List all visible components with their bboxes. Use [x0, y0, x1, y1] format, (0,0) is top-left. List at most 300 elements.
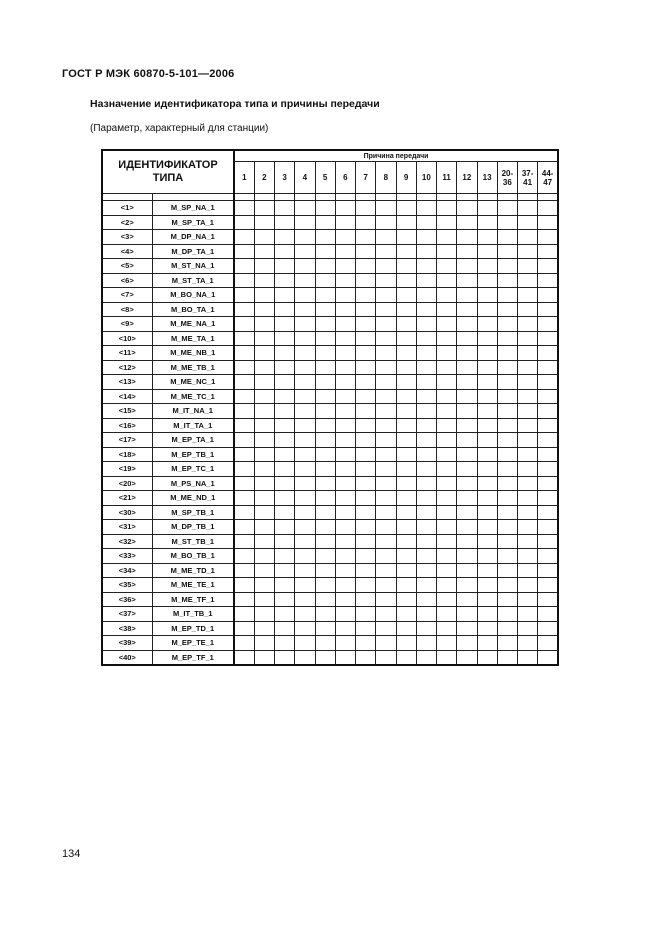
- cause-checkbox-cell[interactable]: [437, 592, 457, 607]
- cause-checkbox-cell[interactable]: [457, 563, 477, 578]
- cause-checkbox-cell[interactable]: [396, 288, 416, 303]
- cause-checkbox-cell[interactable]: [376, 346, 396, 361]
- cause-checkbox-cell[interactable]: [538, 346, 558, 361]
- cause-checkbox-cell[interactable]: [356, 230, 376, 245]
- cause-checkbox-cell[interactable]: [295, 346, 315, 361]
- cause-checkbox-cell[interactable]: [376, 491, 396, 506]
- cause-checkbox-cell[interactable]: [315, 230, 335, 245]
- cause-checkbox-cell[interactable]: [396, 317, 416, 332]
- cause-checkbox-cell[interactable]: [376, 360, 396, 375]
- cause-checkbox-cell[interactable]: [234, 563, 254, 578]
- cause-checkbox-cell[interactable]: [335, 404, 355, 419]
- cause-checkbox-cell[interactable]: [335, 520, 355, 535]
- cause-checkbox-cell[interactable]: [457, 317, 477, 332]
- cause-checkbox-cell[interactable]: [335, 534, 355, 549]
- cause-checkbox-cell[interactable]: [315, 375, 335, 390]
- cause-checkbox-cell[interactable]: [518, 244, 538, 259]
- cause-checkbox-cell[interactable]: [518, 346, 538, 361]
- cause-checkbox-cell[interactable]: [396, 447, 416, 462]
- cause-checkbox-cell[interactable]: [275, 288, 295, 303]
- cause-checkbox-cell[interactable]: [437, 549, 457, 564]
- cause-checkbox-cell[interactable]: [457, 621, 477, 636]
- cause-checkbox-cell[interactable]: [254, 462, 274, 477]
- cause-checkbox-cell[interactable]: [538, 230, 558, 245]
- cause-checkbox-cell[interactable]: [477, 259, 497, 274]
- cause-checkbox-cell[interactable]: [315, 331, 335, 346]
- cause-checkbox-cell[interactable]: [275, 273, 295, 288]
- cause-checkbox-cell[interactable]: [396, 331, 416, 346]
- cause-checkbox-cell[interactable]: [477, 288, 497, 303]
- cause-checkbox-cell[interactable]: [437, 607, 457, 622]
- cause-checkbox-cell[interactable]: [518, 418, 538, 433]
- cause-checkbox-cell[interactable]: [497, 505, 517, 520]
- cause-checkbox-cell[interactable]: [518, 259, 538, 274]
- cause-checkbox-cell[interactable]: [356, 331, 376, 346]
- cause-checkbox-cell[interactable]: [315, 534, 335, 549]
- cause-checkbox-cell[interactable]: [437, 360, 457, 375]
- cause-checkbox-cell[interactable]: [518, 636, 538, 651]
- cause-checkbox-cell[interactable]: [416, 520, 436, 535]
- cause-checkbox-cell[interactable]: [457, 201, 477, 216]
- cause-checkbox-cell[interactable]: [315, 215, 335, 230]
- cause-checkbox-cell[interactable]: [295, 563, 315, 578]
- cause-checkbox-cell[interactable]: [234, 302, 254, 317]
- cause-checkbox-cell[interactable]: [315, 520, 335, 535]
- cause-checkbox-cell[interactable]: [376, 563, 396, 578]
- cause-checkbox-cell[interactable]: [416, 375, 436, 390]
- cause-checkbox-cell[interactable]: [315, 578, 335, 593]
- cause-checkbox-cell[interactable]: [275, 375, 295, 390]
- cause-checkbox-cell[interactable]: [538, 636, 558, 651]
- cause-checkbox-cell[interactable]: [275, 317, 295, 332]
- cause-checkbox-cell[interactable]: [295, 215, 315, 230]
- cause-checkbox-cell[interactable]: [437, 636, 457, 651]
- cause-checkbox-cell[interactable]: [335, 491, 355, 506]
- cause-checkbox-cell[interactable]: [497, 447, 517, 462]
- cause-checkbox-cell[interactable]: [457, 244, 477, 259]
- cause-checkbox-cell[interactable]: [457, 476, 477, 491]
- cause-checkbox-cell[interactable]: [477, 273, 497, 288]
- cause-checkbox-cell[interactable]: [497, 578, 517, 593]
- cause-checkbox-cell[interactable]: [416, 578, 436, 593]
- cause-checkbox-cell[interactable]: [538, 201, 558, 216]
- cause-checkbox-cell[interactable]: [416, 215, 436, 230]
- cause-checkbox-cell[interactable]: [477, 404, 497, 419]
- cause-checkbox-cell[interactable]: [416, 476, 436, 491]
- cause-checkbox-cell[interactable]: [234, 317, 254, 332]
- cause-checkbox-cell[interactable]: [497, 476, 517, 491]
- cause-checkbox-cell[interactable]: [396, 549, 416, 564]
- cause-checkbox-cell[interactable]: [518, 491, 538, 506]
- cause-checkbox-cell[interactable]: [335, 505, 355, 520]
- cause-checkbox-cell[interactable]: [538, 418, 558, 433]
- cause-checkbox-cell[interactable]: [335, 462, 355, 477]
- cause-checkbox-cell[interactable]: [254, 563, 274, 578]
- cause-checkbox-cell[interactable]: [315, 317, 335, 332]
- cause-checkbox-cell[interactable]: [497, 302, 517, 317]
- cause-checkbox-cell[interactable]: [356, 302, 376, 317]
- cause-checkbox-cell[interactable]: [396, 491, 416, 506]
- cause-checkbox-cell[interactable]: [234, 520, 254, 535]
- cause-checkbox-cell[interactable]: [538, 476, 558, 491]
- cause-checkbox-cell[interactable]: [254, 578, 274, 593]
- cause-checkbox-cell[interactable]: [275, 505, 295, 520]
- cause-checkbox-cell[interactable]: [396, 346, 416, 361]
- cause-checkbox-cell[interactable]: [538, 360, 558, 375]
- cause-checkbox-cell[interactable]: [275, 491, 295, 506]
- cause-checkbox-cell[interactable]: [275, 259, 295, 274]
- cause-checkbox-cell[interactable]: [335, 563, 355, 578]
- cause-checkbox-cell[interactable]: [234, 346, 254, 361]
- cause-checkbox-cell[interactable]: [356, 360, 376, 375]
- cause-checkbox-cell[interactable]: [518, 607, 538, 622]
- cause-checkbox-cell[interactable]: [275, 389, 295, 404]
- cause-checkbox-cell[interactable]: [416, 607, 436, 622]
- cause-checkbox-cell[interactable]: [376, 549, 396, 564]
- cause-checkbox-cell[interactable]: [335, 259, 355, 274]
- cause-checkbox-cell[interactable]: [497, 534, 517, 549]
- cause-checkbox-cell[interactable]: [356, 592, 376, 607]
- cause-checkbox-cell[interactable]: [477, 592, 497, 607]
- cause-checkbox-cell[interactable]: [356, 404, 376, 419]
- cause-checkbox-cell[interactable]: [477, 621, 497, 636]
- cause-checkbox-cell[interactable]: [416, 389, 436, 404]
- cause-checkbox-cell[interactable]: [437, 288, 457, 303]
- cause-checkbox-cell[interactable]: [437, 534, 457, 549]
- cause-checkbox-cell[interactable]: [356, 491, 376, 506]
- cause-checkbox-cell[interactable]: [477, 447, 497, 462]
- cause-checkbox-cell[interactable]: [356, 389, 376, 404]
- cause-checkbox-cell[interactable]: [477, 244, 497, 259]
- cause-checkbox-cell[interactable]: [295, 650, 315, 665]
- cause-checkbox-cell[interactable]: [437, 505, 457, 520]
- cause-checkbox-cell[interactable]: [254, 215, 274, 230]
- cause-checkbox-cell[interactable]: [497, 331, 517, 346]
- cause-checkbox-cell[interactable]: [376, 389, 396, 404]
- cause-checkbox-cell[interactable]: [416, 302, 436, 317]
- cause-checkbox-cell[interactable]: [275, 447, 295, 462]
- cause-checkbox-cell[interactable]: [518, 215, 538, 230]
- cause-checkbox-cell[interactable]: [477, 302, 497, 317]
- cause-checkbox-cell[interactable]: [335, 288, 355, 303]
- cause-checkbox-cell[interactable]: [416, 491, 436, 506]
- cause-checkbox-cell[interactable]: [376, 520, 396, 535]
- cause-checkbox-cell[interactable]: [275, 520, 295, 535]
- cause-checkbox-cell[interactable]: [315, 288, 335, 303]
- cause-checkbox-cell[interactable]: [315, 302, 335, 317]
- cause-checkbox-cell[interactable]: [518, 201, 538, 216]
- cause-checkbox-cell[interactable]: [396, 476, 416, 491]
- cause-checkbox-cell[interactable]: [295, 592, 315, 607]
- cause-checkbox-cell[interactable]: [518, 650, 538, 665]
- cause-checkbox-cell[interactable]: [497, 259, 517, 274]
- cause-checkbox-cell[interactable]: [254, 375, 274, 390]
- cause-checkbox-cell[interactable]: [356, 375, 376, 390]
- cause-checkbox-cell[interactable]: [254, 433, 274, 448]
- cause-checkbox-cell[interactable]: [437, 476, 457, 491]
- cause-checkbox-cell[interactable]: [275, 302, 295, 317]
- cause-checkbox-cell[interactable]: [356, 520, 376, 535]
- cause-checkbox-cell[interactable]: [275, 650, 295, 665]
- cause-checkbox-cell[interactable]: [477, 549, 497, 564]
- cause-checkbox-cell[interactable]: [275, 230, 295, 245]
- cause-checkbox-cell[interactable]: [254, 201, 274, 216]
- cause-checkbox-cell[interactable]: [416, 273, 436, 288]
- cause-checkbox-cell[interactable]: [356, 476, 376, 491]
- cause-checkbox-cell[interactable]: [477, 607, 497, 622]
- cause-checkbox-cell[interactable]: [518, 520, 538, 535]
- cause-checkbox-cell[interactable]: [437, 346, 457, 361]
- cause-checkbox-cell[interactable]: [416, 331, 436, 346]
- cause-checkbox-cell[interactable]: [376, 636, 396, 651]
- cause-checkbox-cell[interactable]: [295, 201, 315, 216]
- cause-checkbox-cell[interactable]: [315, 476, 335, 491]
- cause-checkbox-cell[interactable]: [376, 534, 396, 549]
- cause-checkbox-cell[interactable]: [234, 462, 254, 477]
- cause-checkbox-cell[interactable]: [396, 433, 416, 448]
- cause-checkbox-cell[interactable]: [396, 607, 416, 622]
- cause-checkbox-cell[interactable]: [538, 244, 558, 259]
- cause-checkbox-cell[interactable]: [477, 317, 497, 332]
- cause-checkbox-cell[interactable]: [416, 433, 436, 448]
- cause-checkbox-cell[interactable]: [275, 621, 295, 636]
- cause-checkbox-cell[interactable]: [396, 621, 416, 636]
- cause-checkbox-cell[interactable]: [254, 534, 274, 549]
- cause-checkbox-cell[interactable]: [538, 375, 558, 390]
- cause-checkbox-cell[interactable]: [416, 360, 436, 375]
- cause-checkbox-cell[interactable]: [356, 549, 376, 564]
- cause-checkbox-cell[interactable]: [538, 491, 558, 506]
- cause-checkbox-cell[interactable]: [396, 418, 416, 433]
- cause-checkbox-cell[interactable]: [376, 317, 396, 332]
- cause-checkbox-cell[interactable]: [376, 592, 396, 607]
- cause-checkbox-cell[interactable]: [457, 273, 477, 288]
- cause-checkbox-cell[interactable]: [335, 592, 355, 607]
- cause-checkbox-cell[interactable]: [376, 433, 396, 448]
- cause-checkbox-cell[interactable]: [335, 273, 355, 288]
- cause-checkbox-cell[interactable]: [376, 476, 396, 491]
- cause-checkbox-cell[interactable]: [477, 476, 497, 491]
- cause-checkbox-cell[interactable]: [356, 317, 376, 332]
- cause-checkbox-cell[interactable]: [254, 505, 274, 520]
- cause-checkbox-cell[interactable]: [315, 491, 335, 506]
- cause-checkbox-cell[interactable]: [437, 563, 457, 578]
- cause-checkbox-cell[interactable]: [356, 650, 376, 665]
- cause-checkbox-cell[interactable]: [477, 520, 497, 535]
- cause-checkbox-cell[interactable]: [335, 621, 355, 636]
- cause-checkbox-cell[interactable]: [538, 389, 558, 404]
- cause-checkbox-cell[interactable]: [396, 201, 416, 216]
- cause-checkbox-cell[interactable]: [416, 404, 436, 419]
- cause-checkbox-cell[interactable]: [254, 650, 274, 665]
- cause-checkbox-cell[interactable]: [396, 462, 416, 477]
- cause-checkbox-cell[interactable]: [416, 592, 436, 607]
- cause-checkbox-cell[interactable]: [457, 288, 477, 303]
- cause-checkbox-cell[interactable]: [335, 215, 355, 230]
- cause-checkbox-cell[interactable]: [234, 621, 254, 636]
- cause-checkbox-cell[interactable]: [275, 433, 295, 448]
- cause-checkbox-cell[interactable]: [234, 404, 254, 419]
- cause-checkbox-cell[interactable]: [437, 418, 457, 433]
- cause-checkbox-cell[interactable]: [457, 360, 477, 375]
- cause-checkbox-cell[interactable]: [538, 592, 558, 607]
- cause-checkbox-cell[interactable]: [538, 578, 558, 593]
- cause-checkbox-cell[interactable]: [538, 621, 558, 636]
- cause-checkbox-cell[interactable]: [376, 418, 396, 433]
- cause-checkbox-cell[interactable]: [356, 447, 376, 462]
- cause-checkbox-cell[interactable]: [497, 650, 517, 665]
- cause-checkbox-cell[interactable]: [457, 447, 477, 462]
- cause-checkbox-cell[interactable]: [457, 230, 477, 245]
- cause-checkbox-cell[interactable]: [396, 505, 416, 520]
- cause-checkbox-cell[interactable]: [437, 244, 457, 259]
- cause-checkbox-cell[interactable]: [497, 230, 517, 245]
- cause-checkbox-cell[interactable]: [234, 578, 254, 593]
- cause-checkbox-cell[interactable]: [457, 331, 477, 346]
- cause-checkbox-cell[interactable]: [437, 433, 457, 448]
- cause-checkbox-cell[interactable]: [295, 607, 315, 622]
- cause-checkbox-cell[interactable]: [457, 462, 477, 477]
- cause-checkbox-cell[interactable]: [254, 592, 274, 607]
- cause-checkbox-cell[interactable]: [477, 375, 497, 390]
- cause-checkbox-cell[interactable]: [234, 418, 254, 433]
- cause-checkbox-cell[interactable]: [477, 491, 497, 506]
- cause-checkbox-cell[interactable]: [295, 288, 315, 303]
- cause-checkbox-cell[interactable]: [295, 375, 315, 390]
- cause-checkbox-cell[interactable]: [477, 578, 497, 593]
- cause-checkbox-cell[interactable]: [295, 476, 315, 491]
- cause-checkbox-cell[interactable]: [497, 404, 517, 419]
- cause-checkbox-cell[interactable]: [315, 549, 335, 564]
- cause-checkbox-cell[interactable]: [335, 607, 355, 622]
- cause-checkbox-cell[interactable]: [396, 302, 416, 317]
- cause-checkbox-cell[interactable]: [538, 505, 558, 520]
- cause-checkbox-cell[interactable]: [416, 505, 436, 520]
- cause-checkbox-cell[interactable]: [315, 389, 335, 404]
- cause-checkbox-cell[interactable]: [518, 578, 538, 593]
- cause-checkbox-cell[interactable]: [457, 259, 477, 274]
- cause-checkbox-cell[interactable]: [518, 273, 538, 288]
- cause-checkbox-cell[interactable]: [437, 215, 457, 230]
- cause-checkbox-cell[interactable]: [234, 259, 254, 274]
- cause-checkbox-cell[interactable]: [376, 302, 396, 317]
- cause-checkbox-cell[interactable]: [295, 317, 315, 332]
- cause-checkbox-cell[interactable]: [457, 636, 477, 651]
- cause-checkbox-cell[interactable]: [295, 505, 315, 520]
- cause-checkbox-cell[interactable]: [234, 505, 254, 520]
- cause-checkbox-cell[interactable]: [234, 215, 254, 230]
- cause-checkbox-cell[interactable]: [457, 375, 477, 390]
- cause-checkbox-cell[interactable]: [538, 563, 558, 578]
- cause-checkbox-cell[interactable]: [315, 404, 335, 419]
- cause-checkbox-cell[interactable]: [416, 636, 436, 651]
- cause-checkbox-cell[interactable]: [335, 433, 355, 448]
- cause-checkbox-cell[interactable]: [518, 331, 538, 346]
- cause-checkbox-cell[interactable]: [437, 462, 457, 477]
- cause-checkbox-cell[interactable]: [254, 346, 274, 361]
- cause-checkbox-cell[interactable]: [518, 447, 538, 462]
- cause-checkbox-cell[interactable]: [477, 331, 497, 346]
- cause-checkbox-cell[interactable]: [538, 273, 558, 288]
- cause-checkbox-cell[interactable]: [437, 621, 457, 636]
- cause-checkbox-cell[interactable]: [497, 317, 517, 332]
- cause-checkbox-cell[interactable]: [477, 360, 497, 375]
- cause-checkbox-cell[interactable]: [234, 230, 254, 245]
- cause-checkbox-cell[interactable]: [518, 592, 538, 607]
- cause-checkbox-cell[interactable]: [275, 404, 295, 419]
- cause-checkbox-cell[interactable]: [497, 549, 517, 564]
- cause-checkbox-cell[interactable]: [416, 244, 436, 259]
- cause-checkbox-cell[interactable]: [457, 215, 477, 230]
- cause-checkbox-cell[interactable]: [275, 244, 295, 259]
- cause-checkbox-cell[interactable]: [518, 563, 538, 578]
- cause-checkbox-cell[interactable]: [234, 375, 254, 390]
- cause-checkbox-cell[interactable]: [538, 607, 558, 622]
- cause-checkbox-cell[interactable]: [356, 578, 376, 593]
- cause-checkbox-cell[interactable]: [254, 418, 274, 433]
- cause-checkbox-cell[interactable]: [477, 346, 497, 361]
- cause-checkbox-cell[interactable]: [396, 578, 416, 593]
- cause-checkbox-cell[interactable]: [497, 346, 517, 361]
- cause-checkbox-cell[interactable]: [437, 331, 457, 346]
- cause-checkbox-cell[interactable]: [457, 433, 477, 448]
- cause-checkbox-cell[interactable]: [416, 201, 436, 216]
- cause-checkbox-cell[interactable]: [356, 433, 376, 448]
- cause-checkbox-cell[interactable]: [254, 230, 274, 245]
- cause-checkbox-cell[interactable]: [538, 520, 558, 535]
- cause-checkbox-cell[interactable]: [538, 259, 558, 274]
- cause-checkbox-cell[interactable]: [457, 505, 477, 520]
- cause-checkbox-cell[interactable]: [295, 418, 315, 433]
- cause-checkbox-cell[interactable]: [315, 244, 335, 259]
- cause-checkbox-cell[interactable]: [234, 331, 254, 346]
- cause-checkbox-cell[interactable]: [376, 288, 396, 303]
- cause-checkbox-cell[interactable]: [356, 288, 376, 303]
- cause-checkbox-cell[interactable]: [295, 433, 315, 448]
- cause-checkbox-cell[interactable]: [234, 534, 254, 549]
- cause-checkbox-cell[interactable]: [254, 621, 274, 636]
- cause-checkbox-cell[interactable]: [254, 520, 274, 535]
- cause-checkbox-cell[interactable]: [518, 375, 538, 390]
- cause-checkbox-cell[interactable]: [335, 317, 355, 332]
- cause-checkbox-cell[interactable]: [518, 404, 538, 419]
- cause-checkbox-cell[interactable]: [295, 621, 315, 636]
- cause-checkbox-cell[interactable]: [315, 462, 335, 477]
- cause-checkbox-cell[interactable]: [335, 302, 355, 317]
- cause-checkbox-cell[interactable]: [254, 273, 274, 288]
- cause-checkbox-cell[interactable]: [416, 447, 436, 462]
- cause-checkbox-cell[interactable]: [497, 201, 517, 216]
- cause-checkbox-cell[interactable]: [457, 404, 477, 419]
- cause-checkbox-cell[interactable]: [497, 273, 517, 288]
- cause-checkbox-cell[interactable]: [477, 215, 497, 230]
- cause-checkbox-cell[interactable]: [315, 607, 335, 622]
- cause-checkbox-cell[interactable]: [457, 302, 477, 317]
- cause-checkbox-cell[interactable]: [234, 607, 254, 622]
- cause-checkbox-cell[interactable]: [497, 491, 517, 506]
- cause-checkbox-cell[interactable]: [477, 201, 497, 216]
- cause-checkbox-cell[interactable]: [457, 549, 477, 564]
- cause-checkbox-cell[interactable]: [335, 650, 355, 665]
- cause-checkbox-cell[interactable]: [295, 360, 315, 375]
- cause-checkbox-cell[interactable]: [518, 317, 538, 332]
- cause-checkbox-cell[interactable]: [295, 491, 315, 506]
- cause-checkbox-cell[interactable]: [416, 650, 436, 665]
- cause-checkbox-cell[interactable]: [416, 563, 436, 578]
- cause-checkbox-cell[interactable]: [295, 520, 315, 535]
- cause-checkbox-cell[interactable]: [315, 259, 335, 274]
- cause-checkbox-cell[interactable]: [335, 244, 355, 259]
